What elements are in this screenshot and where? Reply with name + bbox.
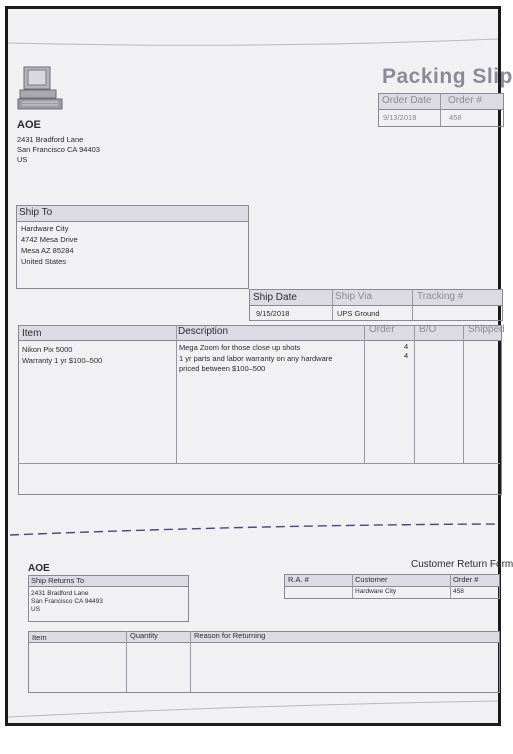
company-address-line: US bbox=[17, 155, 28, 164]
photo-frame bbox=[5, 6, 513, 726]
company-name: AOE bbox=[17, 119, 41, 131]
items-column-item: Item bbox=[22, 328, 42, 339]
table-row-description: 1 yr parts and labor warranty on any hardware priced between $100–500 bbox=[179, 354, 333, 373]
ship-date-label: Ship Date bbox=[253, 292, 297, 303]
return-form-title: Customer Return Form bbox=[411, 559, 513, 570]
ra-label: R.A. # bbox=[288, 575, 309, 584]
items-column-description: Description bbox=[178, 326, 229, 337]
ship-via-value: UPS Ground bbox=[337, 309, 380, 318]
return-order-value: 458 bbox=[453, 588, 464, 595]
ship-date-value: 9/15/2018 bbox=[256, 309, 290, 318]
packing-slip-page bbox=[8, 9, 513, 723]
order-date-label: Order Date bbox=[382, 95, 432, 106]
returns-address-line: 2431 Bradford Lane bbox=[31, 590, 89, 597]
ship-via-label: Ship Via bbox=[335, 291, 373, 302]
tracking-label: Tracking # bbox=[417, 291, 464, 302]
company-address-line: San Francisco CA 94403 bbox=[17, 145, 100, 154]
table-row-order: 4 bbox=[404, 351, 409, 360]
returns-company-name: AOE bbox=[28, 563, 50, 574]
order-date-value: 9/13/2018 bbox=[383, 113, 417, 122]
ship-to-line: United States bbox=[21, 257, 67, 266]
ship-to-label: Ship To bbox=[19, 207, 53, 218]
return-column-reason: Reason for Returning bbox=[194, 631, 266, 640]
returns-address-line: US bbox=[31, 606, 41, 613]
returns-address-line: San Francisco CA 94493 bbox=[31, 598, 103, 605]
ship-to-line: Mesa AZ 85284 bbox=[21, 246, 74, 255]
table-row-description: Mega Zoom for those close up shots bbox=[179, 343, 301, 352]
order-number-value: 458 bbox=[449, 113, 462, 122]
order-number-label: Order # bbox=[448, 95, 482, 106]
company-address-line: 2431 Bradford Lane bbox=[17, 135, 84, 144]
table-row-item: Warranty 1 yr $100–500 bbox=[22, 356, 103, 365]
items-column-order: Order bbox=[369, 324, 395, 335]
return-column-quantity: Quantity bbox=[130, 631, 158, 640]
cut-line bbox=[8, 517, 498, 537]
page-top-edge bbox=[8, 9, 498, 69]
return-column-item: Item bbox=[32, 633, 47, 642]
items-column-bo: B/O bbox=[419, 324, 437, 335]
table-row-item: Nikon Pix 5000 bbox=[22, 345, 73, 354]
return-customer-value: Hardware City bbox=[355, 588, 397, 595]
ship-to-line: 4742 Mesa Drive bbox=[21, 235, 78, 244]
ship-returns-label: Ship Returns To bbox=[31, 576, 85, 585]
return-customer-label: Customer bbox=[355, 575, 388, 584]
computer-logo-icon bbox=[16, 65, 66, 117]
return-items-table bbox=[28, 642, 500, 693]
page-title: Packing Slip bbox=[382, 65, 513, 88]
table-row-order: 4 bbox=[404, 342, 409, 351]
items-column-shipped: Shipped bbox=[468, 324, 505, 335]
return-order-label: Order # bbox=[453, 575, 479, 584]
ship-to-line: Hardware City bbox=[21, 224, 69, 233]
page-bottom-edge bbox=[8, 697, 498, 723]
